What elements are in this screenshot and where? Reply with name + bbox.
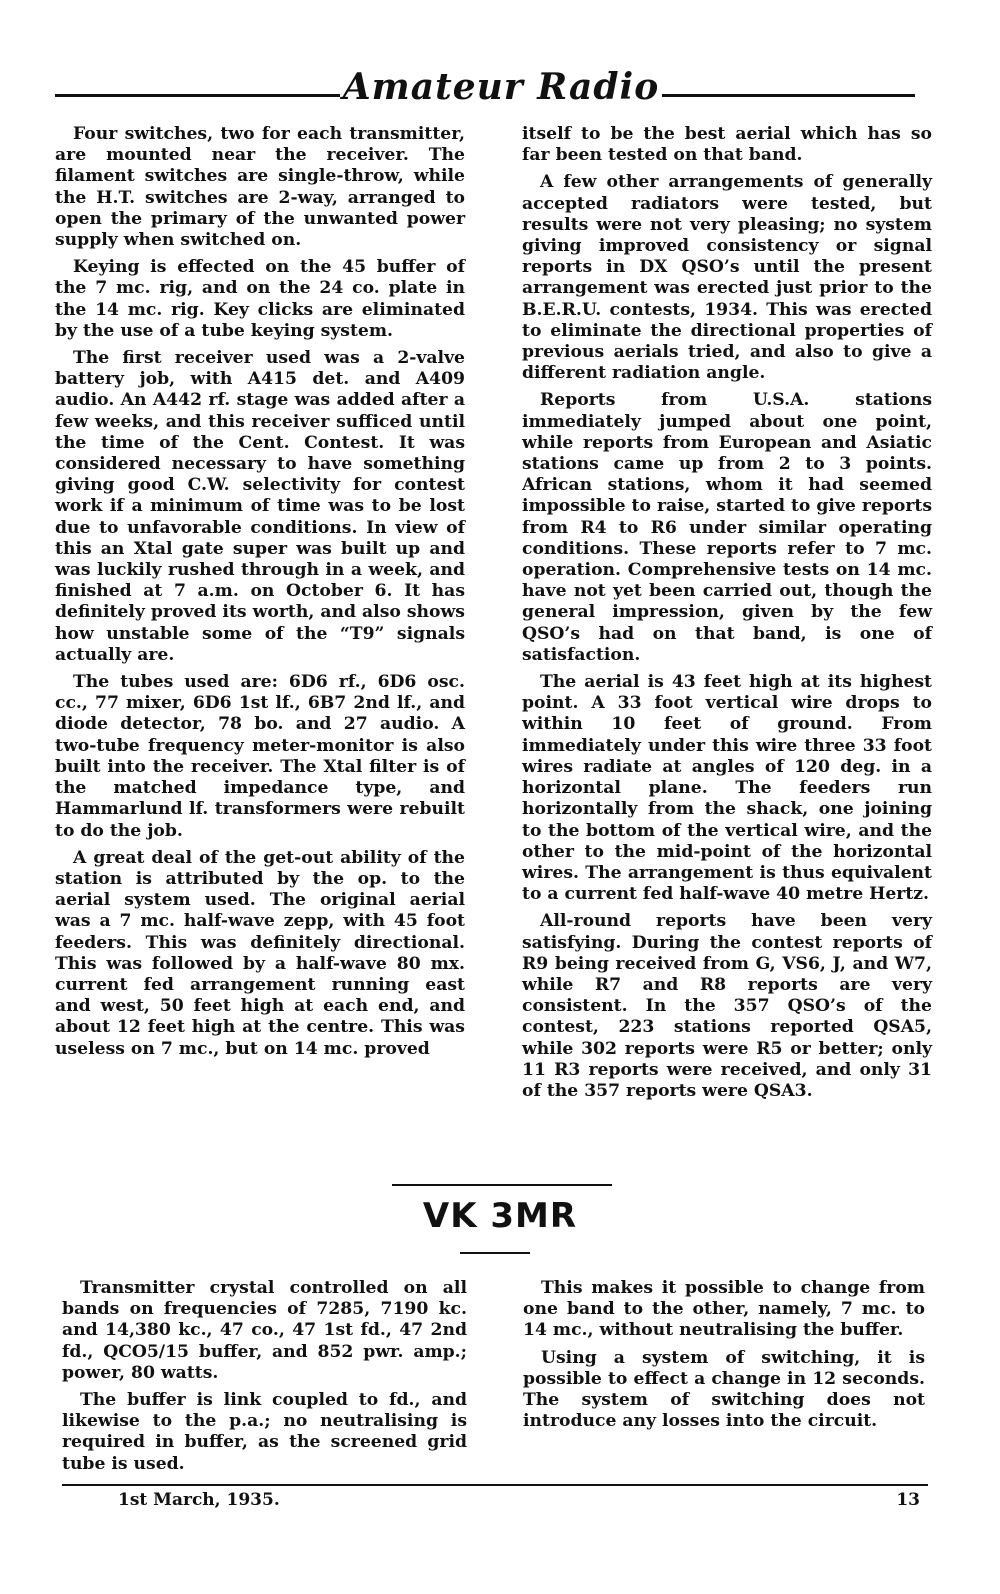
section-divider-short [460,1252,530,1254]
paragraph: The first receiver used was a 2-valve battery job, with A415 det. and A409 audio. An A442 rf. stage was added after a few weeks, and this receiver sufficed until the time of the Cent. Contest. It was considered necessary to have something giving good C.W. selectivity for contest work if a minimum of time was to be lost due to unfavorable conditions. In view of this an Xtal gate super was built up and was luckily rushed through in a week, and finished at 7 a.m. on October 6. It has definitely proved its worth, and also shows how unstable some of the “T9” signals actually are. [55,348,465,665]
page-number: 13 [896,1490,920,1510]
paragraph: The tubes used are: 6D6 rf., 6D6 osc. cc., 77 mixer, 6D6 1st lf., 6B7 2nd lf., and diode detector, 78 bo. and 27 audio. A two-tube frequency meter-monitor is also built into the receiver. The Xtal filter is of the matched impedance type, and Hammarlund lf. transformers were rebuilt to do the job. [55,672,465,841]
paragraph: Keying is effected on the 45 buffer of the 7 mc. rig, and on the 24 co. plate in the 14 mc. rig. Key clicks are eliminated by the use of a tube keying system. [55,257,465,341]
section-title: VK 3MR [422,1196,578,1236]
footer-date: 1st March, 1935. [118,1490,280,1510]
paragraph: Using a system of switching, it is possible to effect a change in 12 seconds. The system of switching does not introduce any losses into the circuit. [523,1347,925,1432]
paragraph: Reports from U.S.A. stations immediately jumped about one point, while reports from European and Asiatic stations came up from 2 to 3 points. African stations, whom it had seemed impossible to raise, started to give reports from R4 to R6 under similar operating conditions. These reports refer to 7 mc. operation. Comprehensive tests on 14 mc. have not yet been carried out, though the general impression, given by the few QSO’s had on that band, is one of satisfaction. [522,390,932,665]
paragraph: A great deal of the get-out ability of the station is attributed by the op. to the aerial system used. The original aerial was a 7 mc. half-wave zepp, with 45 foot feeders. This was definitely directional. This was followed by a half-wave 80 mx. current fed arrangement running east and west, 50 feet high at each end, and about 12 feet high at the centre. This was useless on 7 mc., but on 14 mc. proved [55,847,465,1059]
article-column-right [522,124,932,1108]
masthead-title: Amateur Radio [342,66,660,108]
article-column-left [55,124,465,1066]
section-column-right [523,1278,925,1438]
paragraph: Four switches, two for each transmitter, are mounted near the receiver. The filament switches are single-throw, while the H.T. switches are 2-way, arranged to open the primary of the unwanted power supply when switched on. [55,124,465,251]
paragraph: All-round reports have been very satisfying. During the contest reports of R9 being received from G, VS6, J, and W7, while R7 and R8 reports are very consistent. In the 357 QSO’s of the contest, 223 stations reported QSA5, while 302 reports were R5 or better; only 11 R3 reports were received, and only 31 of the 357 reports were QSA3. [522,911,932,1101]
masthead-rule-right [662,94,915,97]
paragraph: The buffer is link coupled to fd., and likewise to the p.a.; no neutralising is required in buffer, as the screened grid tube is used. [62,1390,467,1474]
masthead [55,66,915,120]
section-divider-top [392,1184,612,1186]
masthead-rule-left [55,94,340,97]
paragraph: itself to be the best aerial which has so far been tested on that band. [522,124,932,166]
paragraph: A few other arrangements of generally accepted radiators were tested, but results were not very pleasing; no system giving improved consistency or signal reports in DX QSO’s until the present arrangement was erected just prior to the B.E.R.U. contests, 1934. This was erected to eliminate the directional properties of previous aerials tried, and also to give a different radiation angle. [522,172,932,384]
footer-rule [62,1484,928,1486]
paragraph: Transmitter crystal controlled on all bands on frequencies of 7285, 7190 kc. and 14,380 kc., 47 co., 47 1st fd., 47 2nd fd., QCO5/15 buffer, and 852 pwr. amp.; power, 80 watts. [62,1278,467,1383]
paragraph: The aerial is 43 feet high at its highest point. A 33 foot vertical wire drops to within 10 feet of ground. From immediately under this wire three 33 foot wires radiate at angles of 120 deg. in a horizontal plane. The feeders run horizontally from the shack, one joining to the bottom of the vertical wire, and the other to the mid-point of the horizontal wires. The arrangement is thus equivalent to a current fed half-wave 40 metre Hertz. [522,672,932,905]
section-column-left [62,1278,467,1481]
paragraph: This makes it possible to change from one band to the other, namely, 7 mc. to 14 mc., without neutralising the buffer. [523,1278,925,1341]
